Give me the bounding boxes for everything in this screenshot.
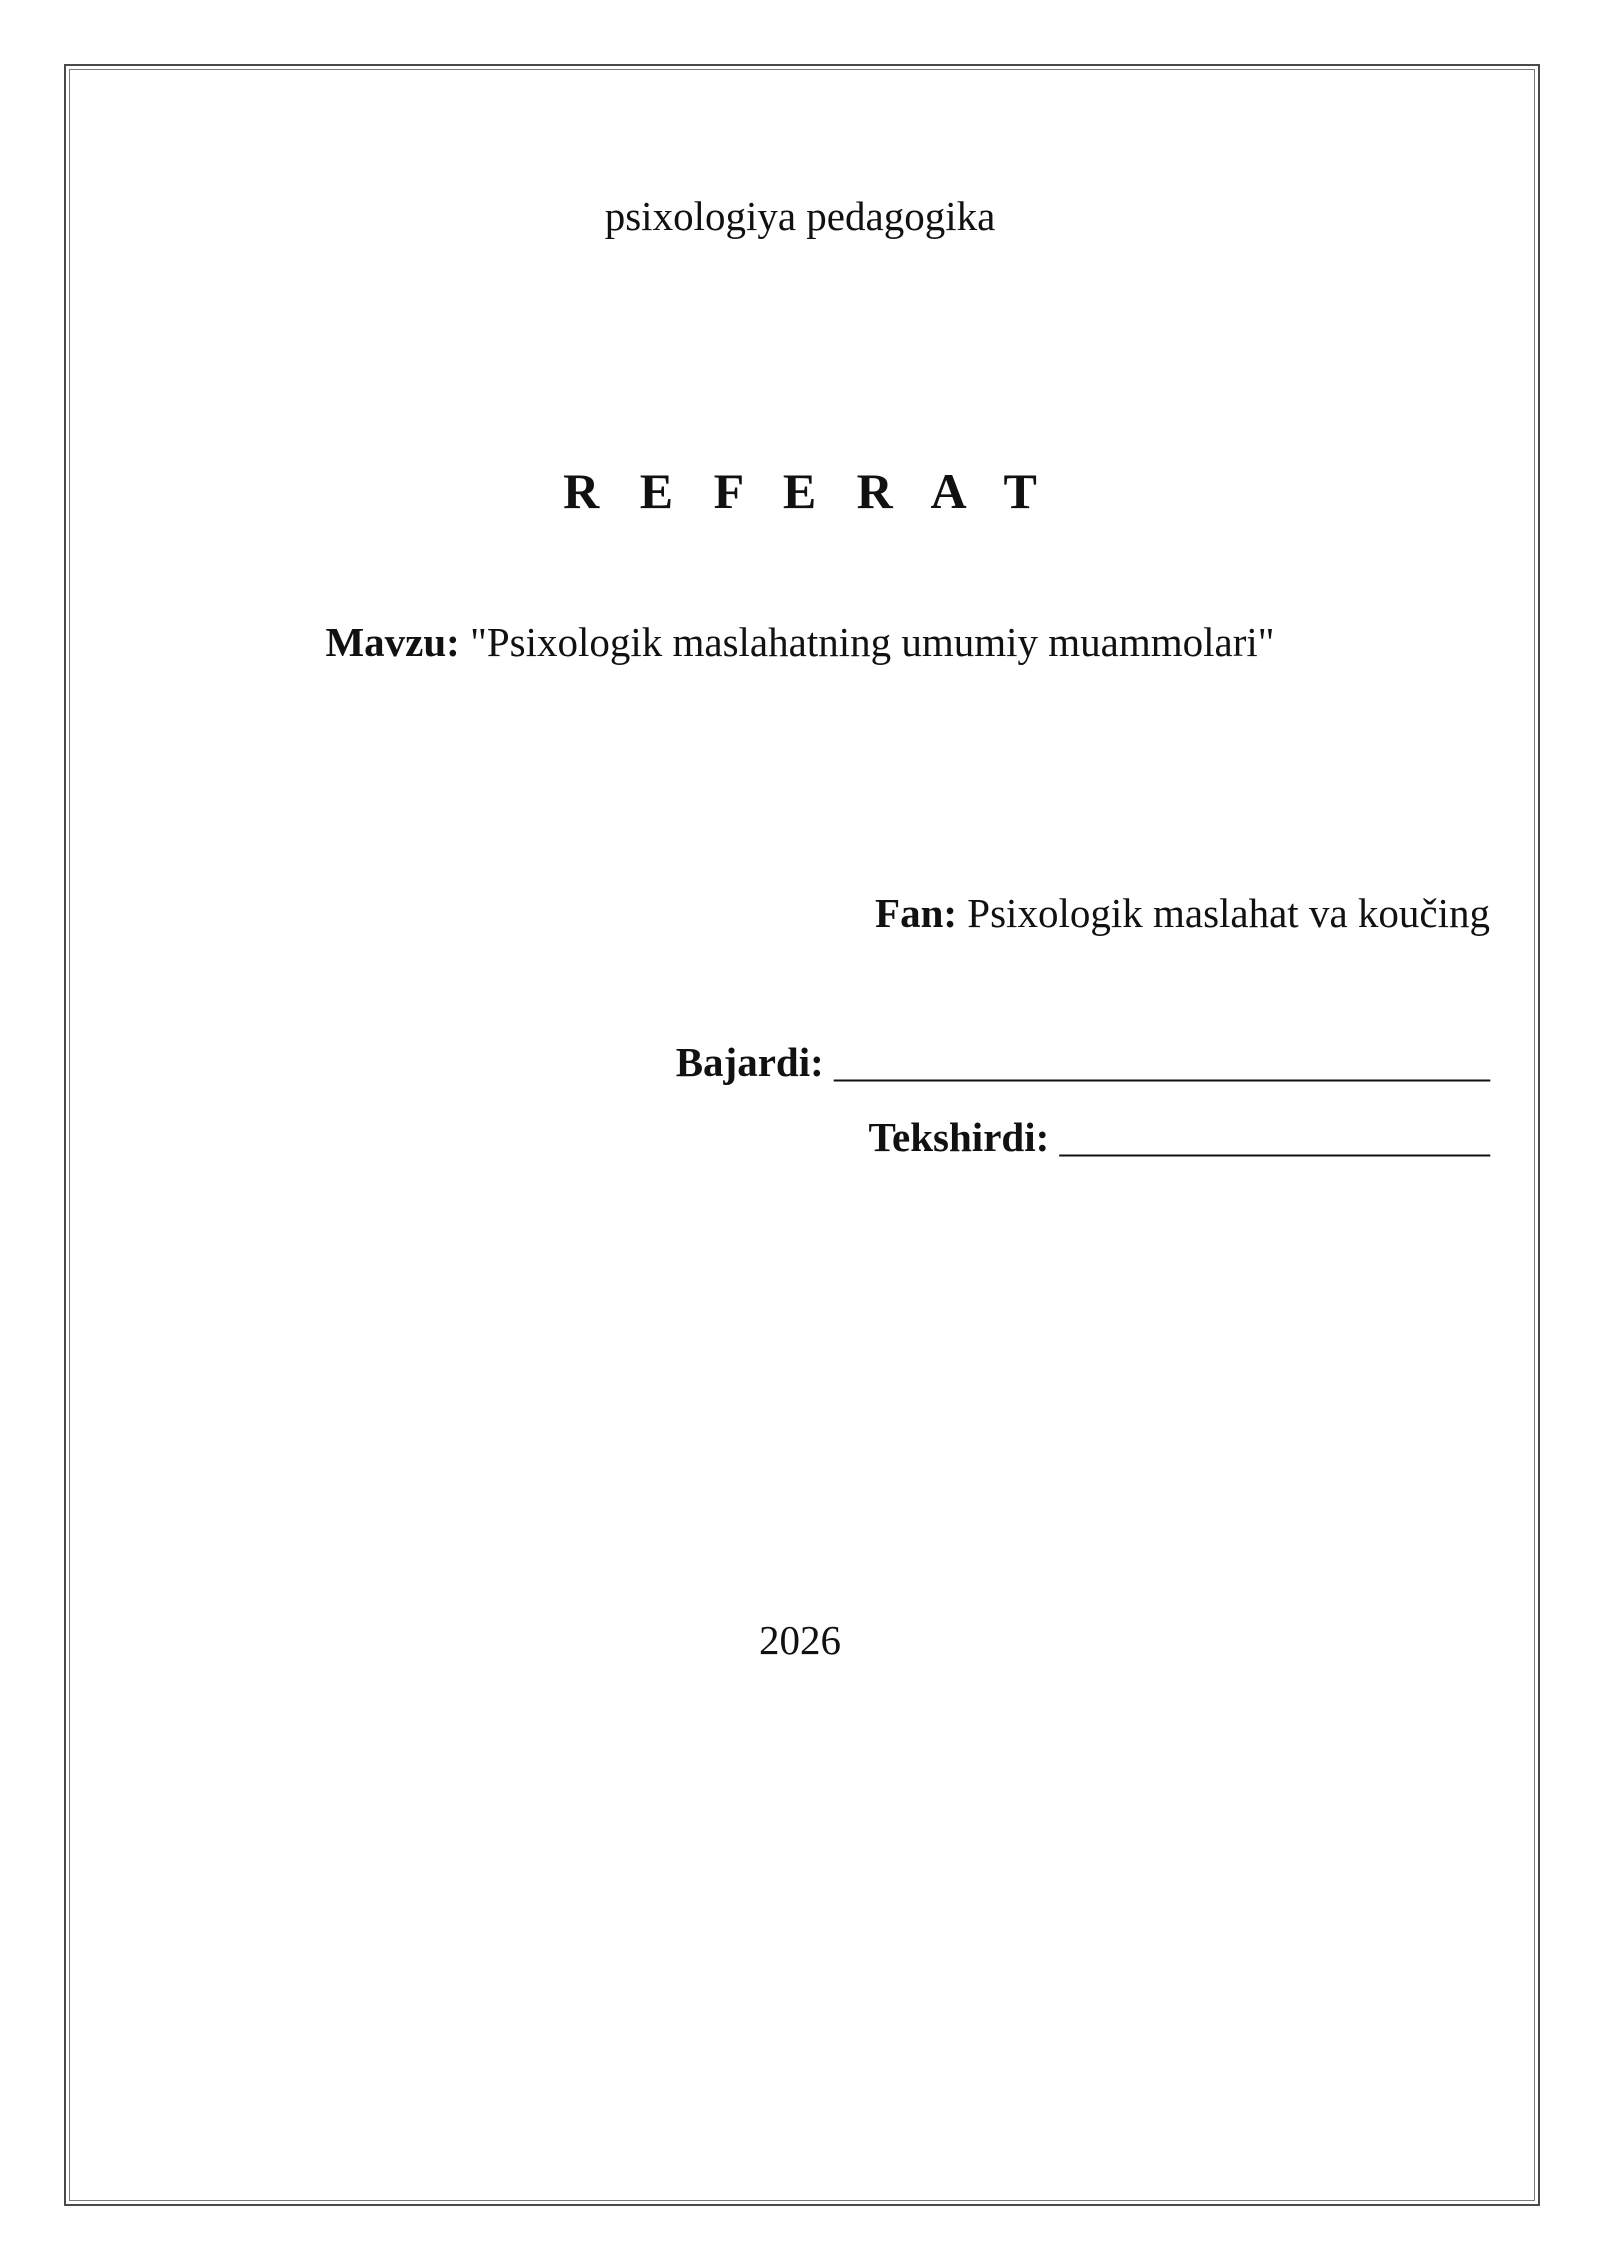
subject-label: Fan: xyxy=(875,890,958,936)
checker-label: Tekshirdi: xyxy=(868,1114,1050,1160)
checker-blank: _____________________ xyxy=(1059,1114,1490,1160)
checker-line xyxy=(868,1114,1490,1160)
institution-name: psixologiya pedagogika xyxy=(604,193,996,239)
topic-label: Mavzu: xyxy=(325,619,460,665)
subject-line xyxy=(875,890,1490,936)
document-year: 2026 xyxy=(759,1617,841,1663)
document-title: R E F E R A T xyxy=(563,463,1051,519)
performer-label: Bajardi: xyxy=(675,1039,824,1085)
performer-blank: ________________________________ xyxy=(834,1039,1490,1085)
topic-value: "Psixologik maslahatning umumiy muammolari" xyxy=(470,619,1275,665)
subject-value: Psixologik maslahat va koučing xyxy=(967,890,1490,936)
topic-line xyxy=(0,619,1600,665)
performer-line xyxy=(675,1039,1490,1085)
